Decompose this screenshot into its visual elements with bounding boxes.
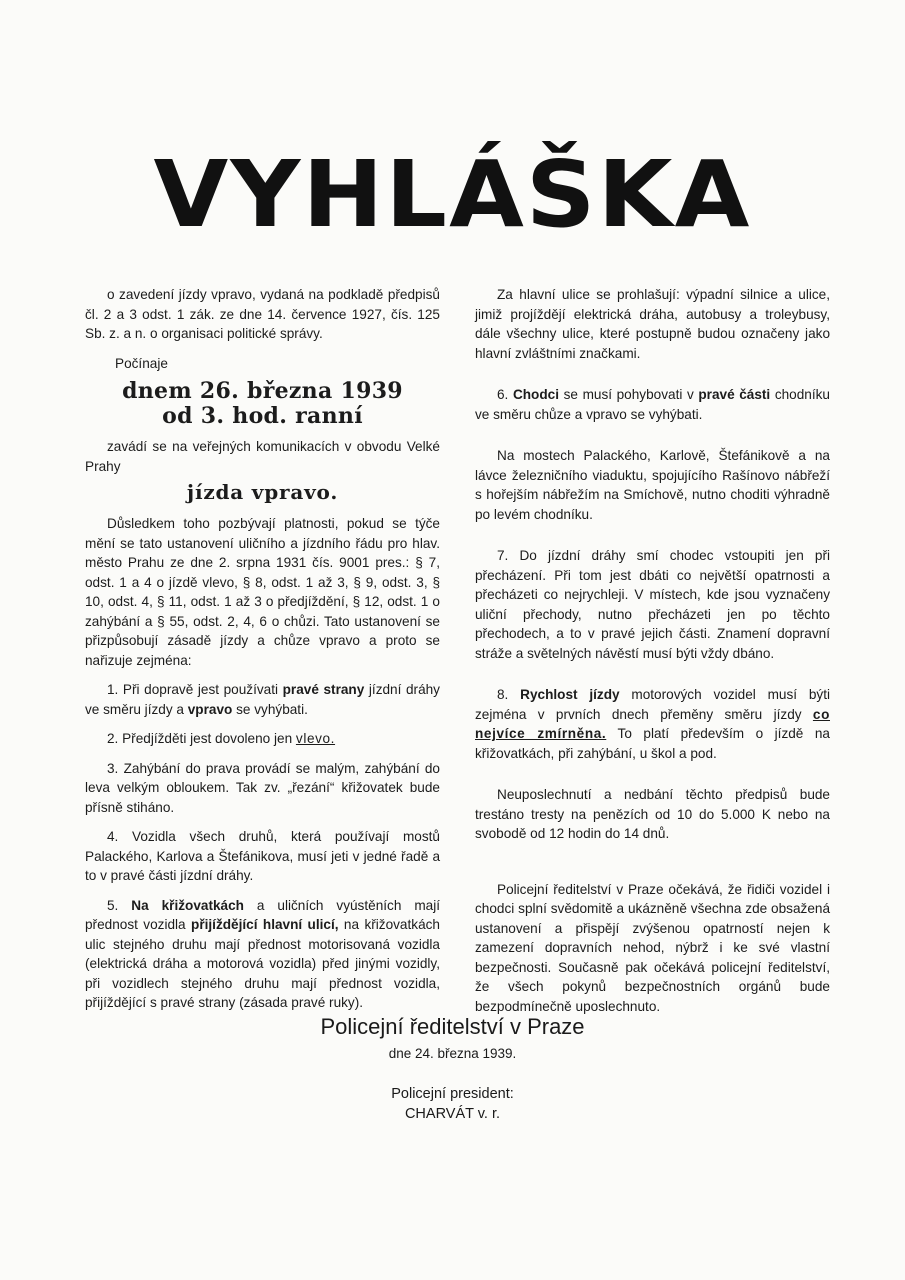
- document-title: VYHLÁŠKA: [153, 141, 752, 248]
- pocinaje-text: Počínaje: [115, 355, 168, 371]
- hlavni-ulice-paragraph: Za hlavní ulice se prohlašují: výpadní silnice a ulice, jimiž projíždějí elektrická dráha, autobusy a troleybusy, dále všechny ulice, které postupně budou označeny jako hlavní zvláštními značkami.: [475, 287, 830, 361]
- rule-6: 6. Chodci se musí pohybovati v pravé části chodníku ve směru chůze a vpravo se vyhýbati.: [475, 387, 830, 422]
- dusledkem-paragraph: Důsledkem toho pozbývají platnosti, pokud se týče mění se tato ustanovení uličního a jízdního řádu pro hlav. město Prahu ze dne 2. srpna 1931 čís. 9001 pres.: § 7, odst. 1 a 4 o jízdě vlevo, § 8, odst. 1 až 3, § 9, odst. 3, § 10, odst. 4, § 11, odst. 1 až 3 o předjíždění, § 12, odst. 1 o zahýbání a § 55, odst. 2, 4, 6 o chůzi. Tato ustanovení se přizpůsobují zásadě jízdy a chůze vpravo a proto se nařizuje zejména:: [85, 516, 440, 668]
- signatory-name: CHARVÁT v. r.: [404, 1106, 501, 1122]
- rule-8: 8. Rychlost jízdy motorových vozidel musí býti zejména v prvních dnech přeměny směru jízdy co nejvíce zmírněna. To platí především o jízdě na křižovatkách, při zahýbání, u škol a pod.: [475, 687, 831, 761]
- rule-1: 1. Při dopravě jest používati pravé strany jízdní dráhy ve směru jízdy a vpravo se vyhýbati.: [85, 682, 440, 717]
- rule-7: 7. Do jízdní dráhy smí chodec vstoupiti jen při přecházení. Při tom jest dbáti co největší opatrnosti a přecházeti co nejrychleji. V místech, kde jsou vyznačeny uliční přechody, nutno přecházeti jen po těchto přechodech, a to v pravé jejich části. Znamení dopravní stráže a světelných návěstí musí býti vždy dbáno.: [475, 548, 830, 661]
- mosty-paragraph: Na mostech Palackého, Karlově, Štefánikově a na lávce železničního viaduktu, spojujícího Rašínovo nábřeží s hořejším nábřežím na Smíchově, nutno choditi výhradně po levém chodníku.: [475, 448, 830, 522]
- zavadi-paragraph: zavádí se na veřejných komunikacích v obvodu Velké Prahy: [85, 439, 440, 474]
- rule-2: 2. Předjížděti jest dovoleno jen vlevo.: [107, 731, 336, 746]
- penalty-paragraph: Neuposlechnutí a nedbání těchto předpisů bude trestáno tresty na penězích od 10 do 5.000 K nebo na svobodě od 12 hodin do 14 dnů.: [475, 787, 830, 841]
- rule-4: 4. Vozidla všech druhů, která používají mostů Palackého, Karlova a Štefánikova, musí jeti v jedné řadě a to v pravé části jízdní dráhy.: [85, 829, 440, 883]
- effective-date-line2: od 3. hod. ranní: [162, 403, 363, 429]
- intro-paragraph: o zavedení jízdy vpravo, vydaná na podkladě předpisů čl. 2 a 3 odst. 1 zák. ze dne 14. července 1927, čís. 125 Sb. z. a n. o organisaci politické správy.: [85, 287, 440, 341]
- right-column: [475, 285, 830, 1016]
- left-column: [85, 285, 440, 1013]
- rule-5: 5. Na křižovatkách a uličních vyústěních mají přednost vozidla přijíždějící hlavní ulicí, na křižovatkách ulic stejného druhu mají přednost motorisovaná vozidla (elektrická dráha a motorová vozidla) před jinými vozidly, při vozidlech stejného druhu mají přednost vozidla, přijíždějící s pravé strany (zásada pravé ruky).: [85, 897, 440, 1010]
- effective-date: [85, 379, 440, 429]
- expectation-paragraph: Policejní ředitelství v Praze očekává, že řidiči vozidel i chodci splní svědomitě a ukázněně všechna zde obsažená ustanovení a přispějí zvýšenou opatrností nejen k zamezení dopravních nehod, nýbrž i ke své vlastní bezpečnosti. Současně pak očekává policejní ředitelství, že všech pokynů bezpečnostních orgánů bude bezpodmínečně uposlechnuto.: [475, 881, 830, 1014]
- issuing-authority: Policejní ředitelství v Praze: [320, 1014, 585, 1039]
- signature-block: [0, 1012, 905, 1124]
- effective-date-line1: dnem 26. března 1939: [122, 378, 403, 404]
- rule-3: 3. Zahýbání do prava provádí se malým, zahýbání do leva velkým obloukem. Tak zv. „řezání“ křižovatek bude přísně stiháno.: [85, 760, 440, 815]
- jizda-vpravo-heading: jízda vpravo.: [186, 480, 339, 504]
- signatory-role: Policejní president:: [391, 1086, 514, 1102]
- issue-date: dne 24. března 1939.: [388, 1046, 517, 1061]
